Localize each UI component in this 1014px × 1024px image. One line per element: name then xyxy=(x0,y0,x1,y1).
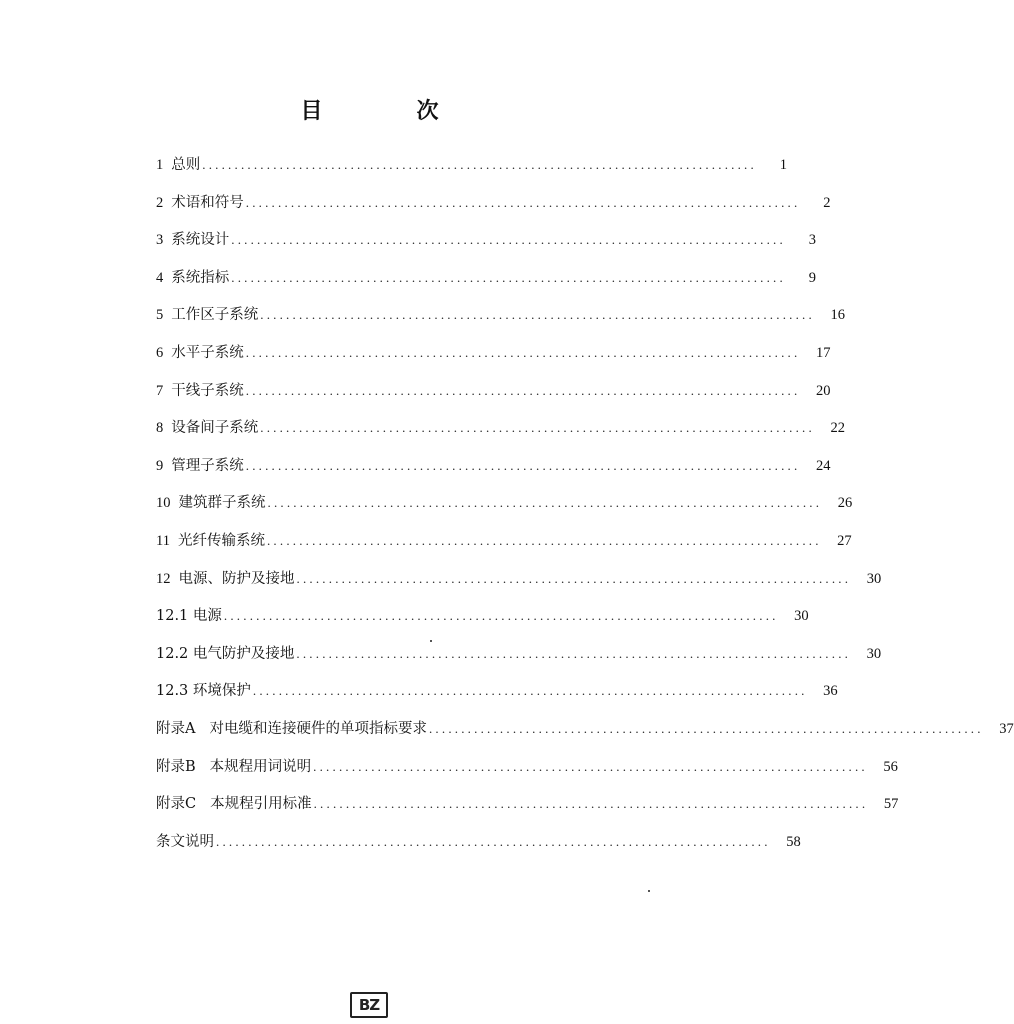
toc-entry-page: 20 xyxy=(815,382,831,399)
toc-entry-title: 电源、防护及接地 xyxy=(178,570,295,587)
toc-entry[interactable] xyxy=(156,413,845,451)
toc-entry-page: 57 xyxy=(883,796,899,813)
toc-entry-page: 9 xyxy=(808,269,816,286)
toc-entry-title: 工作区子系统 xyxy=(171,307,259,324)
toc-entry-page: 30 xyxy=(866,645,882,662)
publisher-logo: BZ xyxy=(350,992,388,1018)
dot-leader: ...................................................................................... xyxy=(231,269,786,285)
appendix-label: 附录A xyxy=(156,720,196,737)
toc-entry-number: 7 xyxy=(156,382,164,399)
toc-entry-page: 30 xyxy=(866,570,882,587)
dot-leader: ...................................................................................... xyxy=(313,758,868,774)
toc-entry-label-text: 电气防护及接地 xyxy=(192,645,295,662)
toc-entry-title: 系统指标 xyxy=(171,269,230,286)
toc-entry-page: 2 xyxy=(823,194,831,211)
toc-entry-title: 条文说明 xyxy=(156,833,214,850)
toc-entry-page: 22 xyxy=(830,420,845,437)
toc-entry-page: 56 xyxy=(883,758,898,775)
dot-leader: ...................................................................................... xyxy=(245,457,801,473)
toc-entry-number: 2 xyxy=(156,194,164,211)
toc-entry-title: 光纤传输系统 xyxy=(177,532,265,549)
toc-entry[interactable] xyxy=(156,564,882,602)
toc-entry[interactable] xyxy=(156,488,853,526)
toc-entry-page: 16 xyxy=(830,307,845,324)
toc-entry-number-text: 12.3 xyxy=(156,683,189,700)
toc-entry-number: 5 xyxy=(156,307,164,324)
dot-leader: ...................................................................................... xyxy=(216,833,771,849)
dot-leader: ...................................................................................... xyxy=(296,570,852,586)
toc-entry-number: 9 xyxy=(156,457,164,474)
toc-entry-page: 17 xyxy=(815,344,831,361)
page-title: 目 次 xyxy=(300,99,475,124)
dot-leader: ...................................................................................... xyxy=(202,157,757,172)
dot-leader: ...................................................................................... xyxy=(296,645,852,661)
toc-entry-page: 58 xyxy=(786,833,801,850)
toc-entry-number: 4 xyxy=(156,269,164,286)
toc-entry[interactable] xyxy=(156,338,831,376)
toc-entry[interactable] xyxy=(156,526,852,564)
toc-entry[interactable] xyxy=(156,188,831,226)
toc-entry-number-text: 12.2 xyxy=(156,645,189,662)
toc-entry[interactable] xyxy=(156,150,787,188)
toc-entry[interactable] xyxy=(156,263,816,301)
dot-leader: ...................................................................................... xyxy=(245,194,801,210)
toc-entry-title xyxy=(156,714,427,744)
dot-leader: ...................................................................................... xyxy=(266,532,822,548)
toc-entry-number-text: 12.1 xyxy=(156,608,189,625)
toc-entry-page: 37 xyxy=(999,720,1014,737)
dot-leader: ...................................................................................... xyxy=(260,307,815,323)
toc-entry-title xyxy=(156,752,311,782)
toc-entry-page: 3 xyxy=(808,232,816,249)
toc-entry-number: 6 xyxy=(156,344,164,361)
toc-entry-page: 27 xyxy=(837,532,852,549)
dot-leader: ...................................................................................... xyxy=(245,382,801,398)
dot-leader: ...................................................................................... xyxy=(267,495,823,511)
dot-leader: ...................................................................................... xyxy=(245,344,801,360)
toc-entry-label-text: 对电缆和连接硬件的单项指标要求 xyxy=(209,720,427,737)
toc-entry-title: 管理子系统 xyxy=(171,457,244,474)
toc-entry[interactable] xyxy=(156,827,801,865)
toc-entry-number: 12 xyxy=(156,570,171,587)
toc-entry-title: 建筑群子系统 xyxy=(178,495,266,512)
toc-entry-number: 1 xyxy=(156,157,164,173)
toc-entry-label-text: 本规程用词说明 xyxy=(209,758,312,775)
appendix-label: 附录C xyxy=(156,796,197,813)
table-of-contents xyxy=(156,150,1014,864)
toc-entry-label-text: 电源 xyxy=(192,608,222,625)
toc-entry-number: 10 xyxy=(156,495,171,512)
toc-entry-page: 26 xyxy=(837,495,853,512)
dot-leader: ...................................................................................... xyxy=(428,720,984,736)
toc-entry[interactable] xyxy=(156,789,899,827)
scan-speck xyxy=(648,890,650,892)
toc-entry-page: 1 xyxy=(779,157,787,173)
dot-leader: ...................................................................................... xyxy=(252,683,808,699)
dot-leader: ...................................................................................... xyxy=(260,420,815,436)
toc-entry-title: 干线子系统 xyxy=(171,382,244,399)
toc-entry-label-text: 环境保护 xyxy=(192,683,251,700)
toc-entry[interactable] xyxy=(156,376,831,414)
dot-leader: ...................................................................................... xyxy=(223,608,779,624)
toc-entry-number: 3 xyxy=(156,232,164,249)
toc-entry[interactable] xyxy=(156,676,838,714)
toc-entry-title: 设备间子系统 xyxy=(171,420,259,437)
dot-leader: ...................................................................................... xyxy=(313,796,869,812)
dot-leader: ...................................................................................... xyxy=(231,232,786,248)
toc-entry[interactable] xyxy=(156,752,898,790)
toc-entry[interactable] xyxy=(156,451,831,489)
toc-entry-title: 系统设计 xyxy=(171,232,230,249)
toc-entry-title xyxy=(156,676,251,706)
toc-entry-title: 水平子系统 xyxy=(171,344,244,361)
toc-entry[interactable] xyxy=(156,714,1014,752)
toc-entry-page: 24 xyxy=(815,457,831,474)
toc-entry-number: 8 xyxy=(156,420,164,437)
toc-entry-label-text: 本规程引用标准 xyxy=(210,796,312,813)
appendix-label: 附录B xyxy=(156,758,196,775)
toc-entry-title: 术语和符号 xyxy=(171,194,244,211)
toc-entry-page: 30 xyxy=(794,608,809,625)
toc-entry[interactable] xyxy=(156,601,809,639)
toc-entry-title xyxy=(156,601,222,631)
toc-entry-title: 总则 xyxy=(171,157,201,173)
toc-entry-page: 36 xyxy=(823,683,838,700)
toc-entry[interactable] xyxy=(156,639,882,677)
toc-entry[interactable] xyxy=(156,300,845,338)
toc-entry-number: 11 xyxy=(156,532,170,549)
scan-speck xyxy=(430,640,432,642)
toc-entry-title xyxy=(156,639,294,669)
toc-entry-title xyxy=(156,789,312,819)
toc-entry[interactable] xyxy=(156,225,816,263)
